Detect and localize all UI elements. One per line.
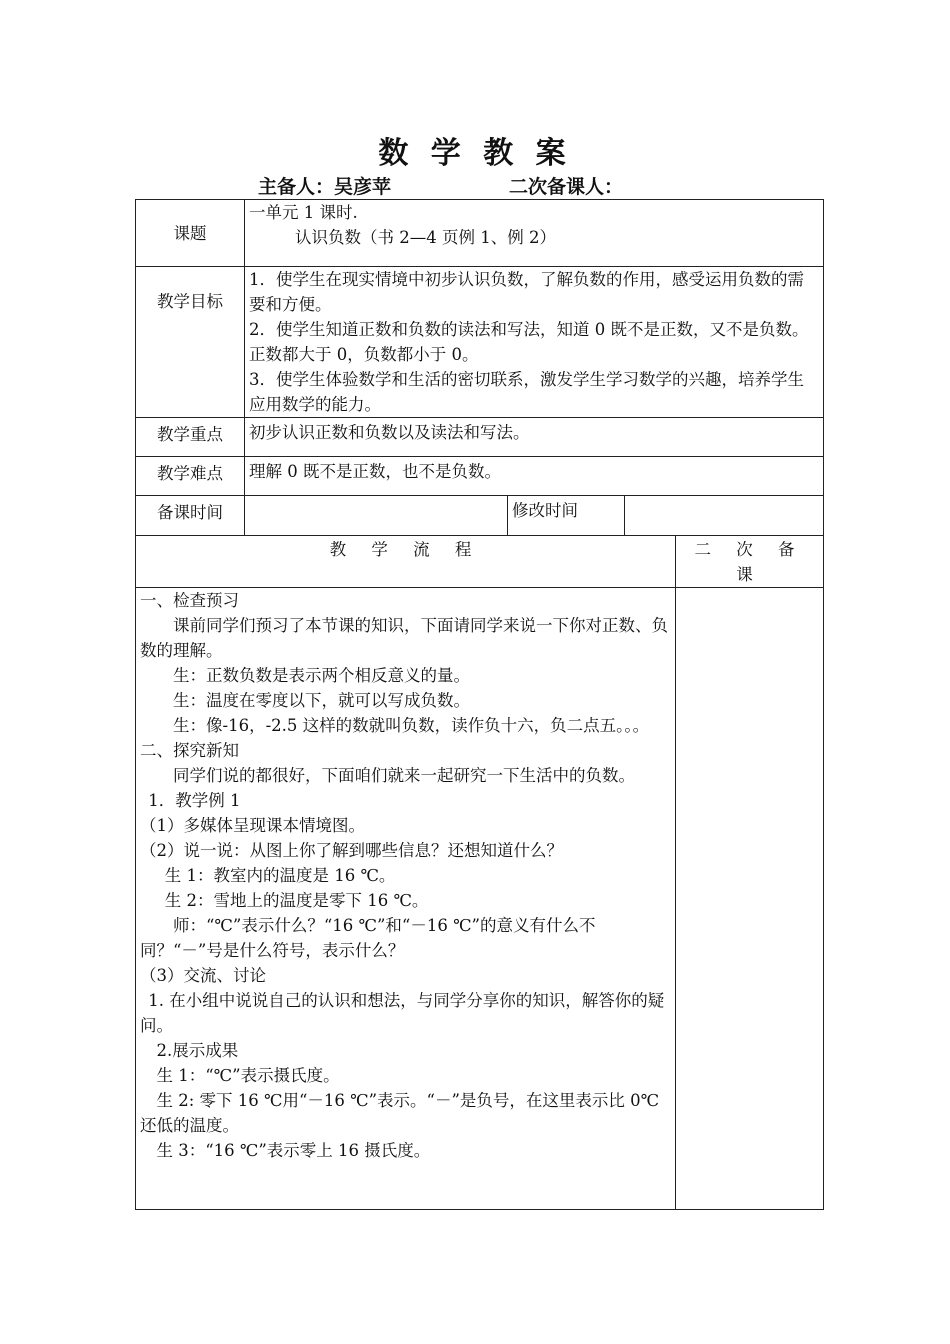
process-paragraph: 生：像-16，-2.5 这样的数就叫负数，读作负十六，负二点五。。。	[173, 716, 650, 735]
key-point-label: 教学重点	[136, 418, 245, 457]
process-paragraph: 生：温度在零度以下，就可以写成负数。	[173, 691, 470, 710]
document-title: 数 学 教 案	[378, 136, 572, 171]
process-paragraph: （2）说一说：从图上你了解到哪些信息？还想知道什么？	[140, 841, 563, 860]
process-paragraph: 2.展示成果	[156, 1041, 239, 1060]
modify-time-label: 修改时间	[508, 496, 625, 536]
second-prep-teacher-label: 二次备课人：	[509, 176, 624, 198]
process-content	[136, 588, 676, 1210]
process-paragraph: 课前同学们预习了本节课的知识，下面请同学来说一下你对正数、负数的理解。	[140, 616, 668, 660]
process-paragraph: 一、检查预习	[140, 591, 239, 610]
objectives-label	[136, 267, 245, 418]
topic-cell	[245, 200, 824, 267]
topic-line-2: 认识负数（书 2—4 页例 1、例 2）	[295, 228, 556, 247]
process-paragraph: 生 1：教室内的温度是 16 ℃。	[164, 866, 396, 885]
difficulty-label: 教学难点	[136, 457, 245, 496]
process-paragraph: 1. 在小组中说说自己的认识和想法，与同学分享你的知识，解答你的疑问。	[140, 991, 665, 1035]
objectives-label-text: 教学目标	[157, 292, 223, 311]
second-prep-header: 二 次 备 课	[676, 536, 824, 588]
process-header: 教 学 流 程	[136, 536, 676, 588]
process-paragraph: 生 2: 零下 16 ℃用“－16 ℃”表示。“－”是负号，在这里表示比 0℃还低的温度。	[140, 1091, 660, 1135]
process-paragraph: 二、探究新知	[140, 741, 239, 760]
process-paragraph: 1．教学例 1	[148, 791, 241, 810]
modify-time-value	[625, 496, 824, 536]
process-paragraph: 生 3：“16 ℃”表示零上 16 摄氏度。	[156, 1141, 431, 1160]
difficulty-text: 理解 0 既不是正数，也不是负数。	[245, 457, 824, 496]
prep-time-label: 备课时间	[136, 496, 245, 536]
topic-line-1: 一单元 1 课时.	[249, 203, 358, 222]
topic-label: 课题	[136, 200, 245, 267]
process-paragraph: 同学们说的都很好，下面咱们就来一起研究一下生活中的负数。	[173, 766, 635, 785]
process-paragraph: （1）多媒体呈现课本情境图。	[140, 816, 365, 835]
process-paragraph: （3）交流、讨论	[140, 966, 266, 985]
second-prep-notes	[676, 588, 824, 1210]
process-paragraph: 生 1：“℃”表示摄氏度。	[156, 1066, 340, 1085]
objective-item: 2．使学生知道正数和负数的读法和写法，知道 0 既不是正数，又不是负数。正数都大于 0，负数都小于 0。	[249, 320, 809, 364]
prep-time-value	[245, 496, 508, 536]
process-paragraph: 生 2：雪地上的温度是零下 16 ℃。	[164, 891, 429, 910]
author-line: 主备人：吴彦苹	[258, 176, 392, 198]
objective-item: 3．使学生体验数学和生活的密切联系，激发学生学习数学的兴趣，培养学生应用数学的能力。	[249, 370, 804, 414]
lesson-plan-table	[135, 199, 824, 1210]
key-point-text: 初步认识正数和负数以及读法和写法。	[245, 418, 824, 457]
objective-item: 1．使学生在现实情境中初步认识负数，了解负数的作用，感受运用负数的需要和方便。	[249, 270, 804, 314]
process-paragraph: 生：正数负数是表示两个相反意义的量。	[173, 666, 470, 685]
objectives-cell	[245, 267, 824, 418]
process-paragraph: 师：“℃”表示什么？“16 ℃”和“－16 ℃”的意义有什么不同？“－”号是什么符号，表示什么？	[140, 916, 596, 960]
